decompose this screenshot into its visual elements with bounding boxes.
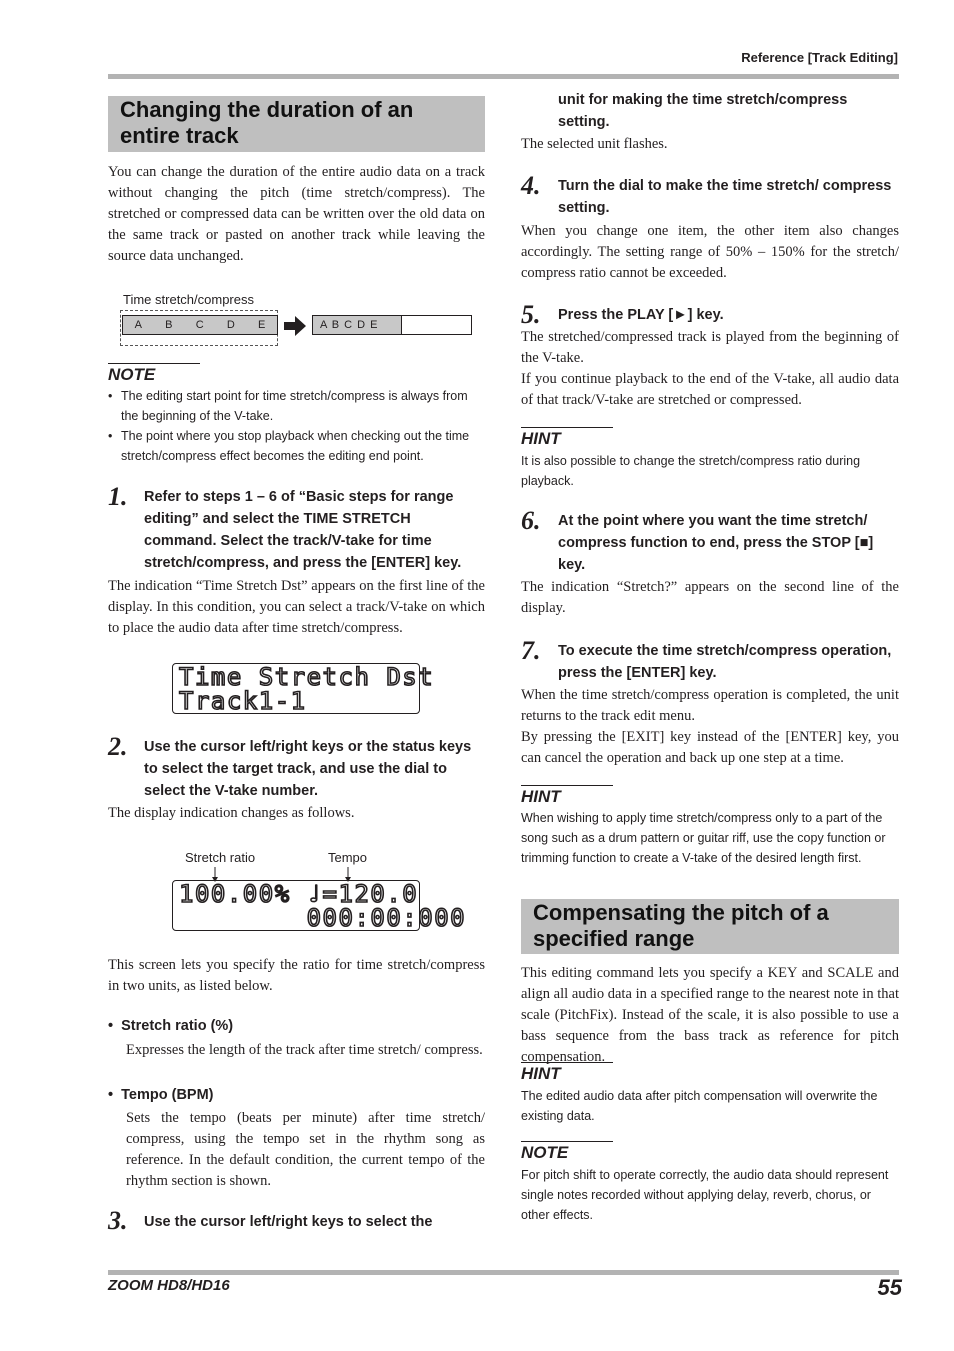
step-description: The indication “Time Stretch Dst” appears on the first line of the display. In this condition, you can select a track/V-take on which to place the audio data after time stretch/compress.: [108, 578, 485, 636]
page-number: 55: [877, 1275, 902, 1300]
step-instruction: Refer to steps 1 – 6 of “Basic steps for range editing” and select the TIME STRETCH command. Select the track/V-take for time stretch/compress, and press the [ENTER] key.: [144, 489, 462, 571]
right-arrow-icon: [284, 315, 308, 337]
result-letters: A B C D E: [320, 319, 379, 331]
diagram-label: Time stretch/compress: [123, 292, 254, 307]
hint-text: When wishing to apply time stretch/compress only to a part of the song such as a drum pattern or guitar riff, use the copy function or trimming function to create a V-take of the desired length first.: [521, 811, 886, 865]
step-description: The selected unit flashes.: [521, 136, 668, 152]
step-description: By pressing the [EXIT] key instead of the [ENTER] key, you can cancel the operation and back up one step at a time.: [521, 729, 899, 766]
note-list: [108, 386, 485, 466]
note-label: NOTE: [108, 363, 200, 385]
step-number: 3.: [108, 1206, 128, 1235]
hint-label: HINT: [521, 785, 613, 807]
segment-letter: B: [165, 319, 173, 331]
section-paragraph: This editing command lets you specify a KEY and SCALE and align all audio data in a specified range to the nearest note in that scale (PitchFix). Instead of the scale, it is also possible to use a bass sequence from the bass track as reference for pitch compensation.: [521, 965, 899, 1065]
segment-letter: E: [258, 319, 266, 331]
step-number: 7.: [521, 636, 541, 665]
unit-bullet-title: • Tempo (BPM): [108, 1087, 214, 1103]
segment-letter: A: [134, 319, 142, 331]
lcd-line-1: Time Stretch Dst: [179, 663, 435, 691]
unit-bullet-text: Sets the tempo (beats per minute) after time stretch/ compress, using the tempo set in the rhythm song as reference. In the default condition, the current tempo of the rhythm section is shown.: [126, 1110, 485, 1189]
section-heading-time-stretch: Changing the duration of an entire track: [108, 96, 485, 152]
step-number: 5.: [521, 300, 541, 329]
step-instruction: Press the PLAY [►] key.: [558, 307, 724, 323]
step-instruction-continued: unit for making the time stretch/compress setting.: [558, 92, 848, 130]
hint-label: HINT: [521, 1062, 613, 1084]
step-description: The indication “Stretch?” appears on the second line of the display.: [521, 579, 899, 616]
step-number: 6.: [521, 506, 541, 535]
intro-paragraph: You can change the duration of the entire audio data on a track without changing the pitch (time stretch/compress). The stretched or compressed data can be written over the old data on the same track or pasted on another track while leaving the source data unchanged.: [108, 164, 485, 264]
step-number: 2.: [108, 732, 128, 761]
lcd-display-destination: [172, 663, 435, 715]
source-letters: [123, 319, 277, 331]
hint-label: HINT: [521, 427, 613, 449]
result-track-bar: [312, 315, 472, 335]
step-instruction: At the point where you want the time stretch/ compress function to end, press the STOP [■] key.: [558, 513, 874, 573]
lcd-line-2: 000:00:000: [179, 904, 467, 932]
step-description: When you change one item, the other item also changes accordingly. The setting range of 50% – 150% for the stretch/ compress ratio cannot be exceeded.: [521, 223, 899, 281]
running-header: Reference [Track Editing]: [741, 50, 898, 65]
step-description: When the time stretch/compress operation is completed, the unit returns to the track edit menu.: [521, 687, 899, 724]
lcd-line-2: Track1-1: [179, 687, 307, 715]
note-text: For pitch shift to operate correctly, the audio data should represent single notes recorded without applying delay, reverb, chorus, or other effects.: [521, 1168, 889, 1222]
source-track-bar: [122, 315, 278, 335]
units-intro: This screen lets you specify the ratio for time stretch/compress in two units, as listed below.: [108, 957, 485, 994]
segment-letter: D: [226, 319, 235, 331]
step-instruction: To execute the time stretch/compress operation, press the [ENTER] key.: [558, 643, 892, 681]
section-heading-pitch: Compensating the pitch of a specified range: [521, 899, 899, 954]
hint-text: The edited audio data after pitch compensation will overwrite the existing data.: [521, 1089, 878, 1123]
hint-text: It is also possible to change the stretch/compress ratio during playback.: [521, 454, 861, 488]
stretch-ratio-label: Stretch ratio: [185, 850, 256, 865]
step-description: The stretched/compressed track is played from the beginning of the V-take.: [521, 329, 899, 366]
step-instruction: Turn the dial to make the time stretch/ compress setting.: [558, 178, 892, 216]
bottom-rule: [108, 1270, 899, 1275]
tempo-label: Tempo: [328, 850, 368, 865]
step-number: 4.: [521, 171, 541, 200]
segment-letter: C: [195, 319, 204, 331]
lcd-line-1: 100.00% ♩=120.0: [179, 880, 419, 908]
top-rule: [108, 74, 899, 79]
unit-bullet-text: Expresses the length of the track after time stretch/ compress.: [126, 1042, 483, 1058]
note-item: • The point where you stop playback when checking out the time stretch/compress effect becomes the editing end point.: [108, 429, 470, 463]
step-description: If you continue playback to the end of the V-take, all audio data of that track/V-take are stretched or compressed.: [521, 371, 899, 408]
step-instruction: Use the cursor left/right keys to select the: [144, 1214, 433, 1230]
note-item: • The editing start point for time stretch/compress is always from the beginning of the V-take.: [108, 389, 468, 423]
footer-model: ZOOM HD8/HD16: [108, 1277, 230, 1294]
step-number: 1.: [108, 482, 128, 511]
unit-bullet-title: • Stretch ratio (%): [108, 1018, 234, 1034]
note-label: NOTE: [521, 1141, 613, 1163]
step-description: The display indication changes as follows.: [108, 805, 355, 821]
step-instruction: Use the cursor left/right keys or the status keys to select the target track, and use the dial to select the V-take number.: [144, 739, 472, 799]
lcd-display-stretch: [172, 880, 467, 932]
